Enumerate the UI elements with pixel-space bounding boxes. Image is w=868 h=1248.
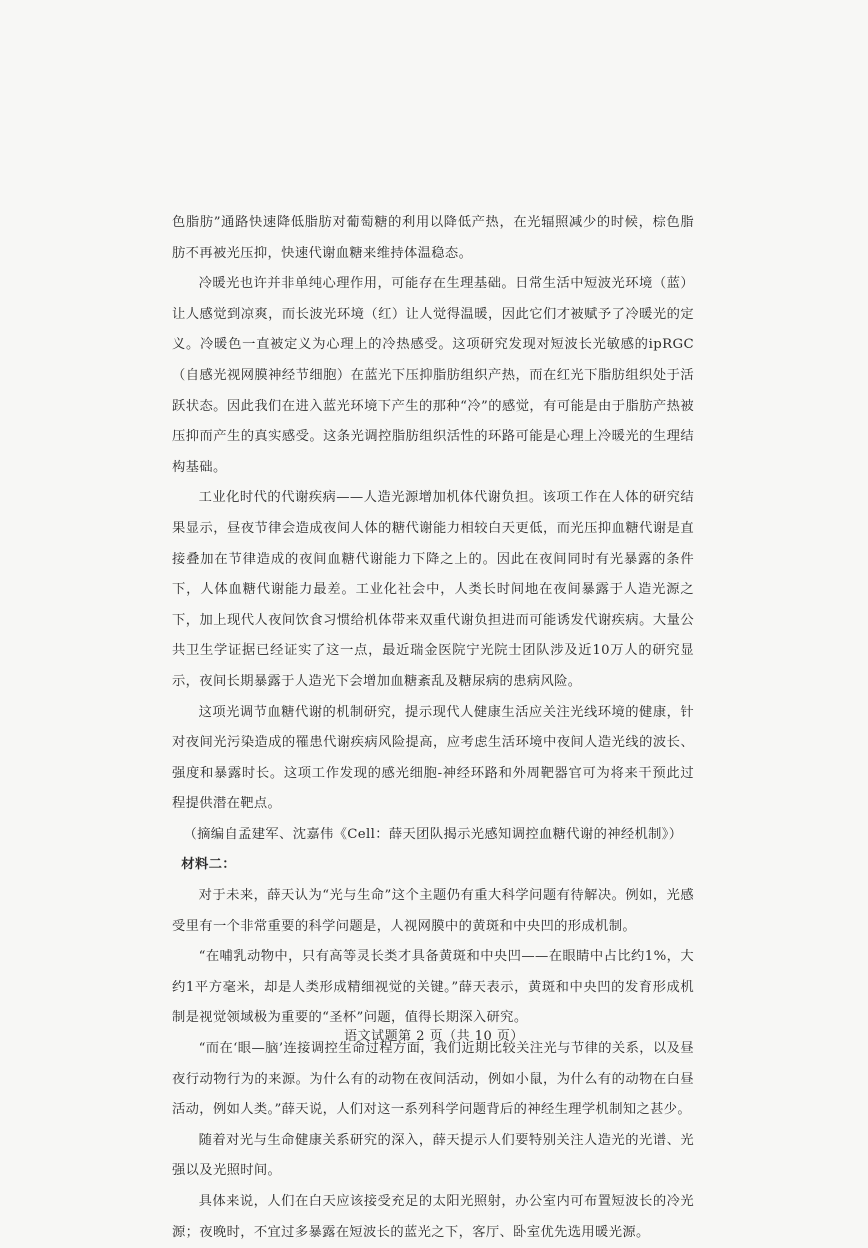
paragraph: 随着对光与生命健康关系研究的深入，薛天提示人们要特别关注人造光的光谱、光强以及光照时间。 (172, 1132, 694, 1179)
paragraph: 具体来说，人们在白天应该接受充足的太阳光照射，办公室内可布置短波长的冷光源；夜晚时，不宜过多暴露在短波长的蓝光之下，客厅、卧室优先选用暖光源。 (172, 1194, 694, 1240)
page-footer: 语文试题第 2 页（共 10 页） (344, 1029, 524, 1044)
paragraph: 对于未来，薛天认为“光与生命”这个主题仍有重大科学问题有待解决。例如，光感受里有一个非常重要的科学问题是，人视网膜中的黄斑和中央凹的形成机制。 (172, 888, 694, 934)
article-body (172, 208, 694, 1248)
paragraph: 色脂肪”通路快速降低脂肪对葡萄糖的利用以降低产热，在光辐照减少的时候，棕色脂肪不再被光压抑，快速代谢血糖来维持体温稳态。 (172, 215, 694, 261)
paragraph: “而在‘眼—脑’连接调控生命过程方面，我们近期比较关注光与节律的关系，以及昼夜行动物行为的来源。为什么有的动物在夜间活动，例如小鼠，为什么有的动物在白昼活动，例如人类。”薛天说，人们对这一系列科学问题背后的神经生理学机制知之甚少。 (172, 1041, 694, 1118)
paragraph: 冷暖光也许并非单纯心理作用，可能存在生理基础。日常生活中短波光环境（蓝）让人感觉到凉爽，而长波光环境（红）让人觉得温暖，因此它们才被赋予了冷暖光的定义。冷暖色一直被定义为心理上的冷热感受。这项研究发现对短波长光敏感的ipRGC（自感光视网膜神经节细胞）在蓝光下压抑脂肪组织产热，而在红光下脂肪组织处于活跃状态。因此我们在进入蓝光环境下产生的那种“冷”的感觉，有可能是由于脂肪产热被压抑而产生的真实感受。这条光调控脂肪组织活性的环路可能是心理上冷暖光的生理结构基础。 (172, 276, 694, 475)
paragraph: 工业化时代的代谢疾病——人造光源增加机体代谢负担。该项工作在人体的研究结果显示，昼夜节律会造成夜间人体的糖代谢能力相较白天更低，而光压抑血糖代谢是直接叠加在节律造成的夜间血糖代谢能力下降之上的。因此在夜间同时有光暴露的条件下，人体血糖代谢能力最差。工业化社会中，人类长时间地在夜间暴露于人造光源之下，加上现代人夜间饮食习惯给机体带来双重代谢负担进而可能诱发代谢疾病。大量公共卫生学证据已经证实了这一点，最近瑞金医院宁光院士团队涉及近10万人的研究显示，夜间长期暴露于人造光下会增加血糖紊乱及糖尿病的患病风险。 (172, 490, 694, 689)
source-citation: （摘编自孟建军、沈嘉伟《Cell：薛天团队揭示光感知调控血糖代谢的神经机制》） (183, 826, 683, 842)
paragraph: “在哺乳动物中，只有高等灵长类才具备黄斑和中央凹——在眼睛中占比约1%，大约1平方毫米，却是人类形成精细视觉的关键。”薛天表示，黄斑和中央凹的发育形成机制是视觉领域极为重要的“圣杯”问题，值得长期深入研究。 (172, 949, 694, 1026)
section-heading: 材料二： (181, 857, 236, 873)
paragraph: 这项光调节血糖代谢的机制研究，提示现代人健康生活应关注光线环境的健康，针对夜间光污染造成的罹患代谢疾病风险提高，应考虑生活环境中夜间人造光线的波长、强度和暴露时长。这项工作发现的感光细胞-神经环路和外周靶器官可为将来干预此过程提供潜在靶点。 (172, 704, 694, 812)
